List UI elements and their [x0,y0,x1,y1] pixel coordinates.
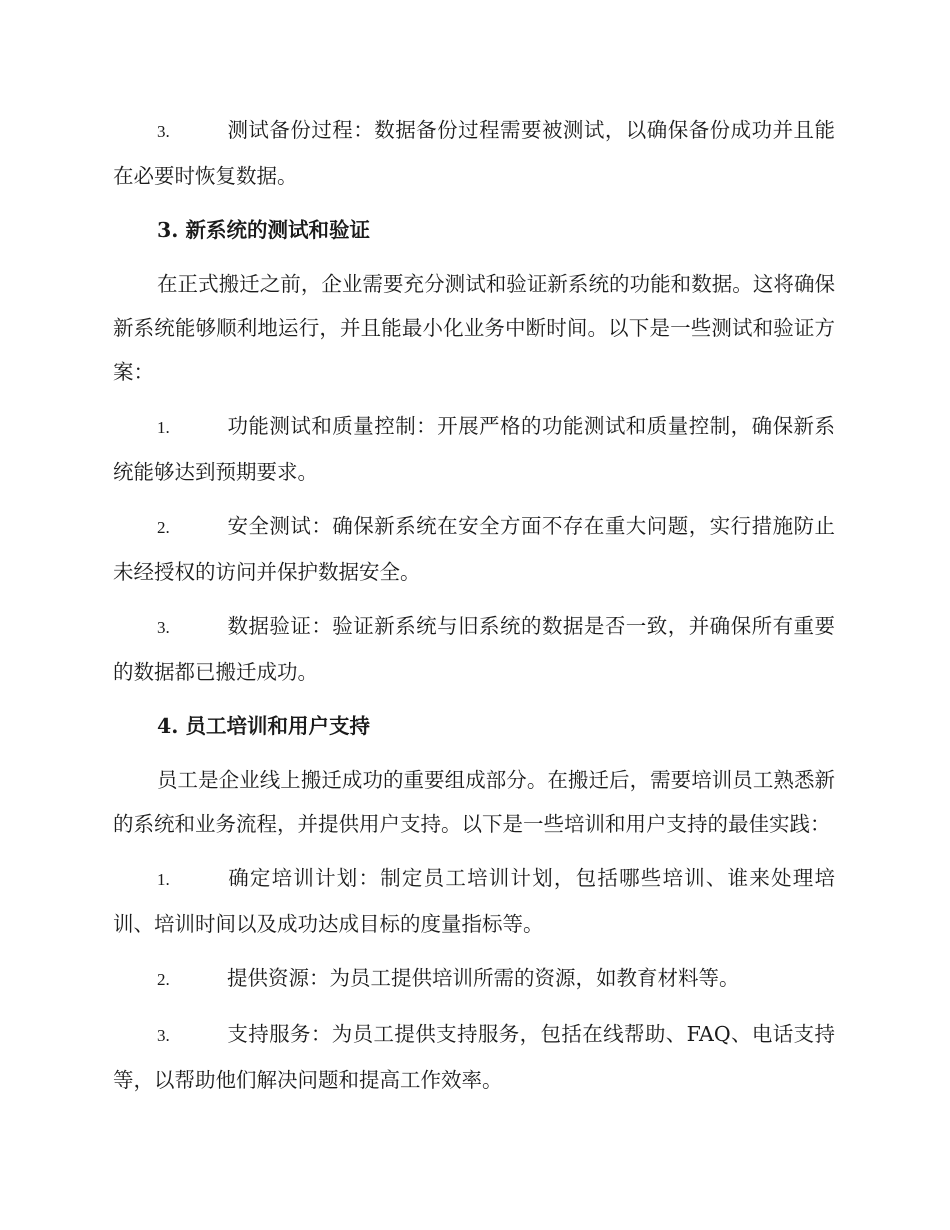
list-item-security-test [113,504,835,594]
list-number: 1. [157,418,170,437]
list-item-text: 确定培训计划：制定员工培训计划，包括哪些培训、谁来处理培训、培训时间以及成功达成目标的度量指标等。 [113,866,835,936]
document-page [113,108,835,1112]
section-heading-4: 4. 员工培训和用户支持 [157,714,371,738]
list-item-text: 功能测试和质量控制：开展严格的功能测试和质量控制，确保新系统能够达到预期要求。 [113,414,835,484]
list-number: 3. [157,122,170,141]
list-number: 1. [157,870,170,889]
list-number: 2. [157,970,170,989]
paragraph-training-intro: 员工是企业线上搬迁成功的重要组成部分。在搬迁后，需要培训员工熟悉新的系统和业务流程，并提供用户支持。以下是一些培训和用户支持的最佳实践： [113,768,835,836]
list-item-resources [113,956,835,1002]
list-item-text: 提供资源：为员工提供培训所需的资源，如教育材料等。 [227,966,740,990]
list-item-functional-test [113,404,835,494]
list-number: 3. [157,1026,170,1045]
list-item-text: 测试备份过程：数据备份过程需要被测试，以确保备份成功并且能在必要时恢复数据。 [113,118,835,188]
list-item-text: 支持服务：为员工提供支持服务，包括在线帮助、FAQ、电话支持等，以帮助他们解决问题和提高工作效率。 [113,1022,835,1092]
list-number: 2. [157,518,170,537]
list-item-text: 数据验证：验证新系统与旧系统的数据是否一致，并确保所有重要的数据都已搬迁成功。 [113,614,835,684]
list-item-backup-test [113,108,835,198]
list-item-data-validation [113,604,835,694]
list-number: 3. [157,618,170,637]
list-item-text: 安全测试：确保新系统在安全方面不存在重大问题，实行措施防止未经授权的访问并保护数据安全。 [113,514,835,584]
section-heading-3: 3. 新系统的测试和验证 [157,218,371,242]
list-item-support-service [113,1012,835,1102]
paragraph-testing-intro: 在正式搬迁之前，企业需要充分测试和验证新系统的功能和数据。这将确保新系统能够顺利地运行，并且能最小化业务中断时间。以下是一些测试和验证方案： [113,272,835,384]
list-item-training-plan [113,856,835,946]
